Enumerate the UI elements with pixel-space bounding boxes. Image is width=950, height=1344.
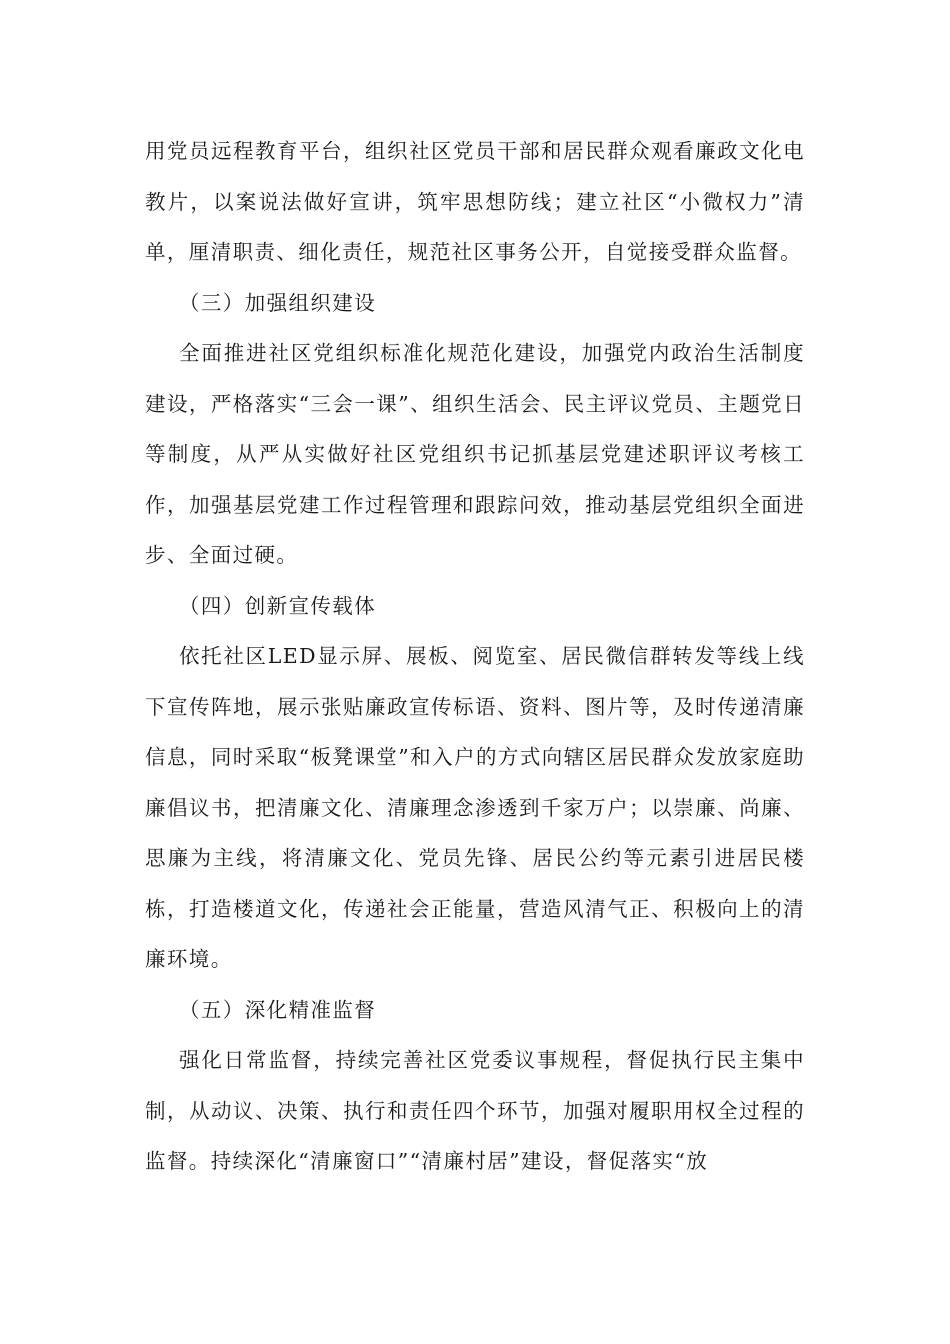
section-body-5: 强化日常监督，持续完善社区党委议事规程，督促执行民主集中制，从动议、决策、执行和责任四个环节，加强对履职用权全过程的监督。持续深化“清廉窗口”“清廉村居”建设，督促落实“放: [145, 1048, 805, 1173]
section-heading-5: （五）深化精准监督: [179, 997, 377, 1022]
section-body-4: 依托社区LED显示屏、展板、阅览室、居民微信群转发等线上线下宣传阵地，展示张贴廉政宣传标语、资料、图片等，及时传递清廉信息，同时采取“板凳课堂”和入户的方式向辖区居民群众发放家庭助廉倡议书，把清廉文化、清廉理念渗透到千家万户；以崇廉、尚廉、思廉为主线，将清廉文化、党员先锋、居民公约等元素引进居民楼栋，打造楼道文化，传递社会正能量，营造风清气正、积极向上的清廉环境。: [145, 644, 805, 971]
paragraph-continuation: 用党员远程教育平台，组织社区党员干部和居民群众观看廉政文化电教片，以案说法做好宣讲，筑牢思想防线；建立社区“小微权力”清单，厘清职责、细化责任，规范社区事务公开，自觉接受群众监督。: [145, 139, 805, 264]
document-body: [145, 126, 805, 1187]
section-heading-4: （四）创新宣传载体: [179, 593, 377, 618]
section-body-3: 全面推进社区党组织标准化规范化建设，加强党内政治生活制度建设，严格落实“三会一课”、组织生活会、民主评议党员、主题党日等制度，从严从实做好社区党组织书记抓基层党建述职评议考核工作，加强基层党建工作过程管理和跟踪问效，推动基层党组织全面进步、全面过硬。: [145, 341, 805, 567]
section-heading-3: （三）加强组织建设: [179, 290, 377, 315]
